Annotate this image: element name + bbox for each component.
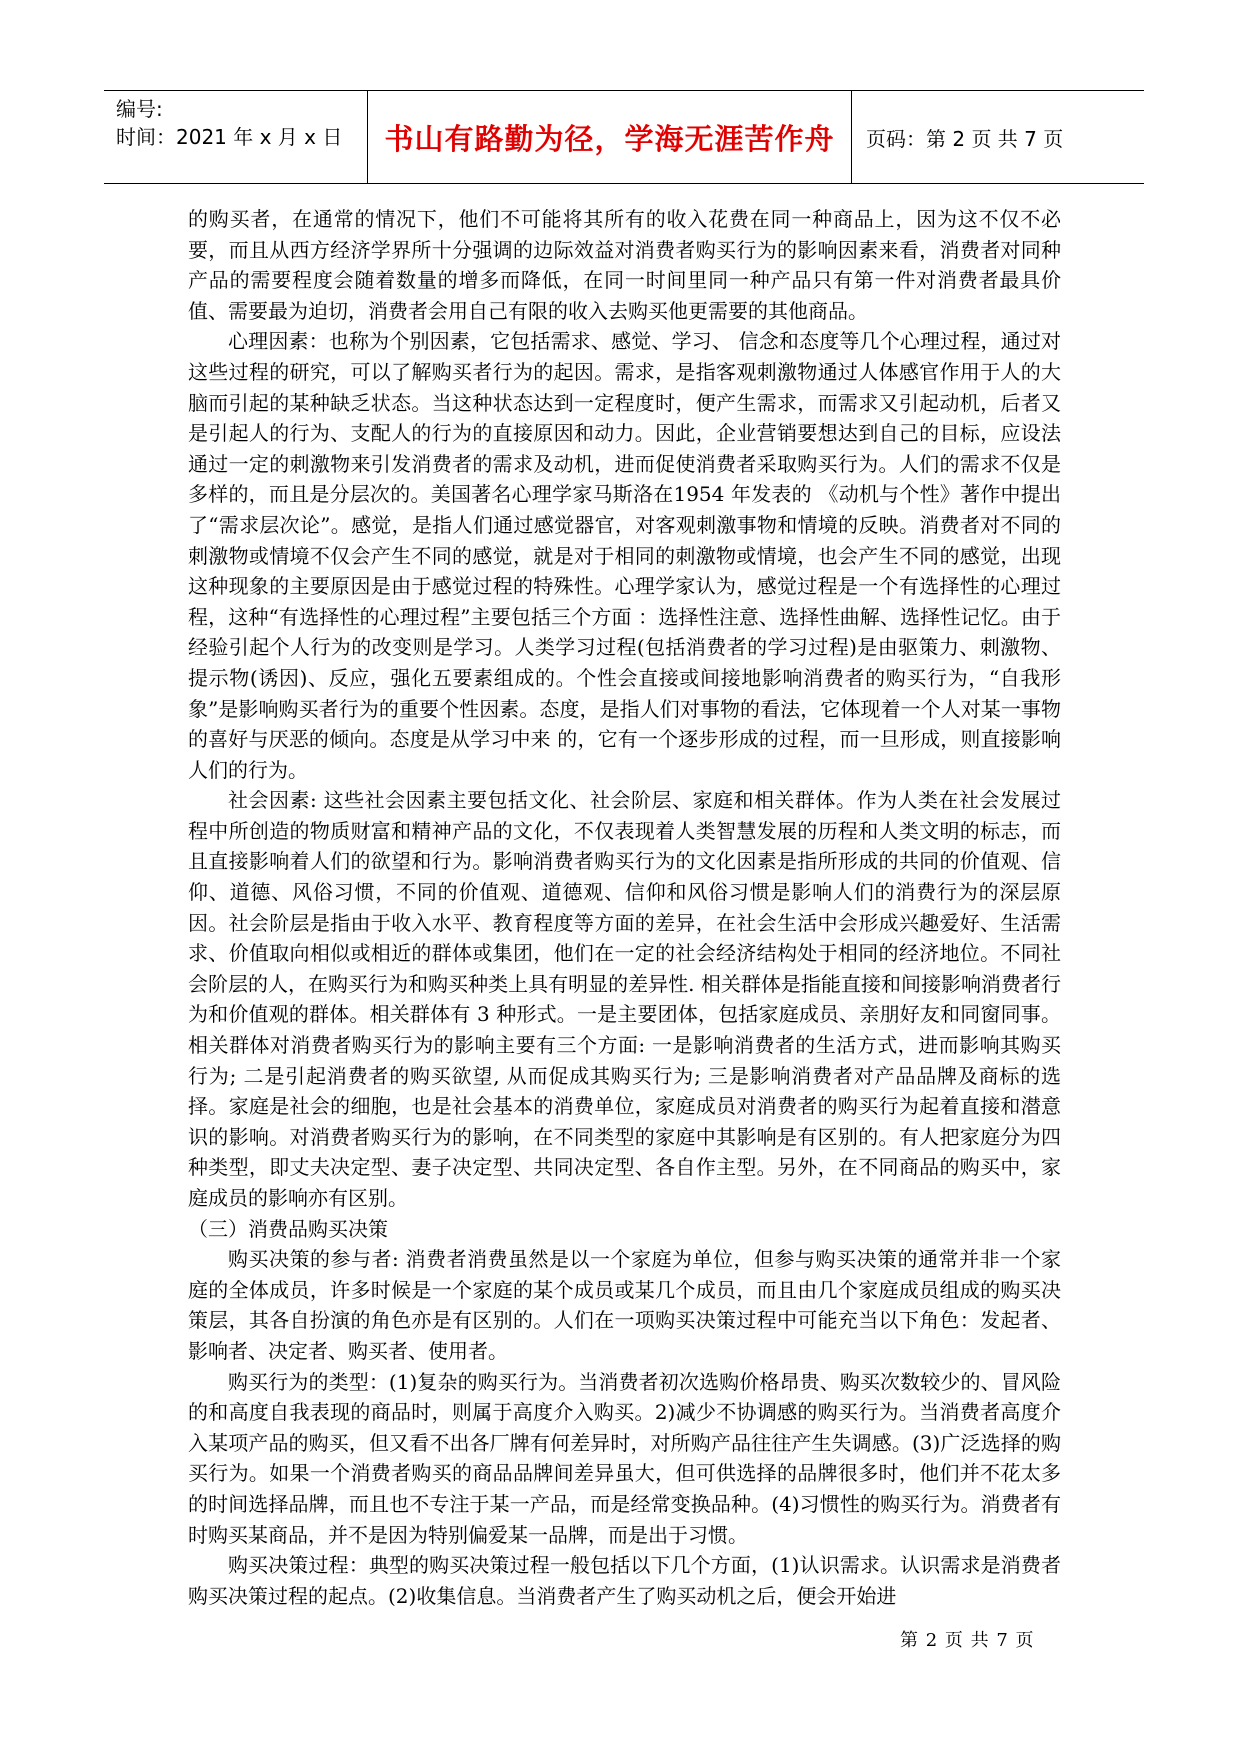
header-page-code: 页码：第 2 页 共 7 页 [866, 126, 1064, 151]
document-time-label: 时间：2021 年 x 月 x 日 [116, 125, 343, 149]
document-body [188, 204, 1061, 1611]
paragraph-social-factors: 社会因素: 这些社会因素主要包括文化、社会阶层、家庭和相关群体。作为人类在社会发展过程中所创造的物质财富和精神产品的文化，不仅表现着人类智慧发展的历程和人类文明的标志，而且直接影响着人们的欲望和行为。影响消费者购买行为的文化因素是指所形成的共同的价值观、信仰、道德、风俗习惯，不同的价值观、道德观、信仰和风俗习惯是影响人们的消费行为的深层原因。社会阶层是指由于收入水平、教育程度等方面的差异，在社会生活中会形成兴趣爱好、生活需求、价值取向相似或相近的群体或集团，他们在一定的社会经济结构处于相同的经济地位。不同社会阶层的人，在购买行为和购买种类上具有明显的差异性. 相关群体是指能直接和间接影响消费者行为和价值观的群体。相关群体有 3 种形式。一是主要团体，包括家庭成员、亲朋好友和同窗同事。相关群体对消费者购买行为的影响主要有三个方面: 一是影响消费者的生活方式，进而影响其购买行为; 二是引起消费者的购买欲望, 从而促成其购买行为; 三是影响消费者对产品品牌及商标的选择。家庭是社会的细胞，也是社会基本的消费单位，家庭成员对消费者的购买行为起着直接和潜意识的影响。对消费者购买行为的影响，在不同类型的家庭中其影响是有区别的。有人把家庭分为四种类型，即丈夫决定型、妻子决定型、共同决定型、各自作主型。另外，在不同商品的购买中，家庭成员的影响亦有区别。 [188, 788, 1061, 1210]
paragraph-decision-participants: 购买决策的参与者: 消费者消费虽然是以一个家庭为单位，但参与购买决策的通常并非一个家庭的全体成员，许多时候是一个家庭的某个成员或某几个成员，而且由几个家庭成员组成的购买决策层，其各自扮演的角色亦是有区别的。人们在一项购买决策过程中可能充当以下角色：发起者、影响者、决定者、购买者、使用者。 [188, 1247, 1061, 1363]
page-footer: 第 2 页 共 7 页 [900, 1630, 1035, 1651]
document-number-label: 编号: [116, 97, 163, 121]
paragraph-decision-process: 购买决策过程：典型的购买决策过程一般包括以下几个方面，(1)认识需求。认识需求是消费者购买决策过程的起点。(2)收集信息。当消费者产生了购买动机之后，便会开始进 [188, 1553, 1061, 1608]
header-meta [104, 91, 368, 183]
paragraph-continued: 的购买者，在通常的情况下，他们不可能将其所有的收入花费在同一种商品上，因为这不仅不必要，而且从西方经济学界所十分强调的边际效益对消费者购买行为的影响因素来看，消费者对同种产品的需要程度会随着数量的增多而降低，在同一时间里同一种产品只有第一件对消费者最具价值、需要最为迫切，消费者会用自己有限的收入去购买他更需要的其他商品。 [188, 207, 1061, 323]
section-heading: （三）消费品购买决策 [188, 1216, 388, 1241]
paragraph-purchase-behavior-types: 购买行为的类型：(1)复杂的购买行为。当消费者初次选购价格昂贵、购买次数较少的、冒风险的和高度自我表现的商品时，则属于高度介入购买。2)减少不协调感的购买行为。当消费者高度介入某项产品的购买，但又看不出各厂牌有何差异时，对所购产品往往产生失调感。(3)广泛选择的购买行为。如果一个消费者购买的商品品牌间差异虽大，但可供选择的品牌很多时，他们并不花太多的时间选择品牌，而且也不专注于某一产品，而是经常变换品种。(4)习惯性的购买行为。消费者有时购买某商品，并不是因为特别偏爱某一品牌，而是出于习惯。 [188, 1369, 1061, 1547]
page-header [104, 90, 1144, 184]
paragraph-psychological-factors: 心理因素：也称为个别因素，它包括需求、感觉、学习、 信念和态度等几个心理过程，通过对这些过程的研究，可以了解购买者行为的起因。需求，是指客观刺激物通过人体感官作用于人的大脑而引起的某种缺乏状态。当这种状态达到一定程度时，便产生需求，而需求又引起动机，后者又是引起人的行为、支配人的行为的直接原因和动力。因此，企业营销要想达到自己的目标，应设法通过一定的刺激物来引发消费者的需求及动机，进而促使消费者采取购买行为。人们的需求不仅是多样的，而且是分层次的。美国著名心理学家马斯洛在1954 年发表的 《动机与个性》著作中提出了“需求层次论”。感觉，是指人们通过感觉器官，对客观刺激事物和情境的反映。消费者对不同的刺激物或情境不仅会产生不同的感觉，就是对于相同的刺激物或情境，也会产生不同的感觉，出现这种现象的主要原因是由于感觉过程的特殊性。心理学家认为，感觉过程是一个有选择性的心理过程，这种“有选择性的心理过程”主要包括三个方面 ：选择性注意、选择性曲解、选择性记忆。由于经验引起个人行为的改变则是学习。人类学习过程(包括消费者的学习过程)是由驱策力、刺激物、提示物(诱因)、反应，强化五要素组成的。个性会直接或间接地影响消费者的购买行为，“自我形象”是影响购买者行为的重要个性因素。态度，是指人们对事物的看法，它体现着一个人对某一事物的喜好与厌恶的倾向。态度是从学习中来 的，它有一个逐步形成的过程，而一旦形成，则直接影响人们的行为。 [188, 329, 1061, 782]
header-motto: 书山有路勤为径，学海无涯苦作舟 [368, 91, 852, 183]
